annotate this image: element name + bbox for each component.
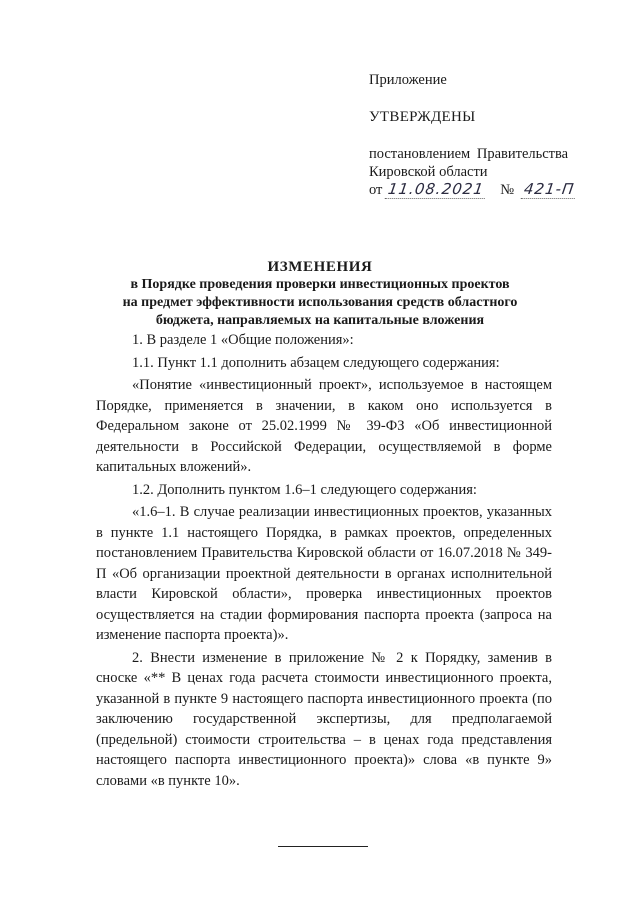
paragraph-1-2: 1.2. Дополнить пунктом 1.6–1 следующего содержания: bbox=[132, 481, 477, 498]
paragraph-1-2-quote: «1.6–1. В случае реализации инвестиционных проектов, указанных в пункте 1.1 настоящего Порядка, в рамках проектов, определенных постановлением Правительства Кировской области от 16.07.2018 № 349-П «Об организации проектной деятельности в органах исполнительной власти Кировской области», проверка инвестиционных проектов осуществляется на стадии формирования паспорта проекта (запроса на изменение паспорта проекта)». bbox=[96, 504, 552, 643]
document-subtitle-line-1: в Порядке проведения проверки инвестиционных проектов bbox=[130, 277, 510, 292]
document-subtitle-line-3: бюджета, направляемых на капитальные вложения bbox=[155, 313, 485, 328]
document-title: ИЗМЕНЕНИЯ bbox=[267, 259, 373, 275]
document-subtitle-line-2: на предмет эффективности использования средств областного bbox=[122, 295, 518, 310]
resolution-line-1: постановлением Правительства bbox=[369, 146, 569, 162]
handwritten-date: 11.08.2021 bbox=[385, 180, 488, 199]
end-of-document-rule bbox=[278, 846, 368, 847]
date-prefix: от bbox=[369, 182, 383, 198]
handwritten-number: 421-П bbox=[521, 180, 578, 199]
paragraph-section-1: 1. В разделе 1 «Общие положения»: bbox=[132, 332, 354, 348]
appendix-label: Приложение bbox=[369, 72, 447, 88]
document-title-block bbox=[0, 258, 640, 330]
paragraph-section-2: 2. Внести изменение в приложение № 2 к Порядку, заменив в сноске «** В ценах года расчета стоимости инвестиционного проекта, указанной в пункте 9 настоящего паспорта инвестиционного проекта (по заключению государственной экспертизы, для предполагаемой (предельной) стоимости строительства – в ценах года представления настоящего паспорта инвестиционного проекта)» слова «в пункте 9» словами «в пункте 10». bbox=[96, 649, 552, 789]
paragraph-1-1-quote: «Понятие «инвестиционный проект», используемое в настоящем Порядке, применяется в значении, в каком оно используется в Федеральном законе от 25.02.1999 № 39-ФЗ «Об инвестиционной деятельности в Российской Федерации, осуществляемой в форме капитальных вложений». bbox=[96, 377, 552, 475]
approved-label: УТВЕРЖДЕНЫ bbox=[369, 109, 476, 125]
resolution-date-line bbox=[369, 180, 576, 199]
paragraph-1-1: 1.1. Пункт 1.1 дополнить абзацем следующего содержания: bbox=[132, 354, 500, 371]
document-body bbox=[96, 330, 552, 791]
resolution-line-2: Кировской области bbox=[369, 164, 488, 180]
number-sign: № bbox=[500, 182, 515, 198]
